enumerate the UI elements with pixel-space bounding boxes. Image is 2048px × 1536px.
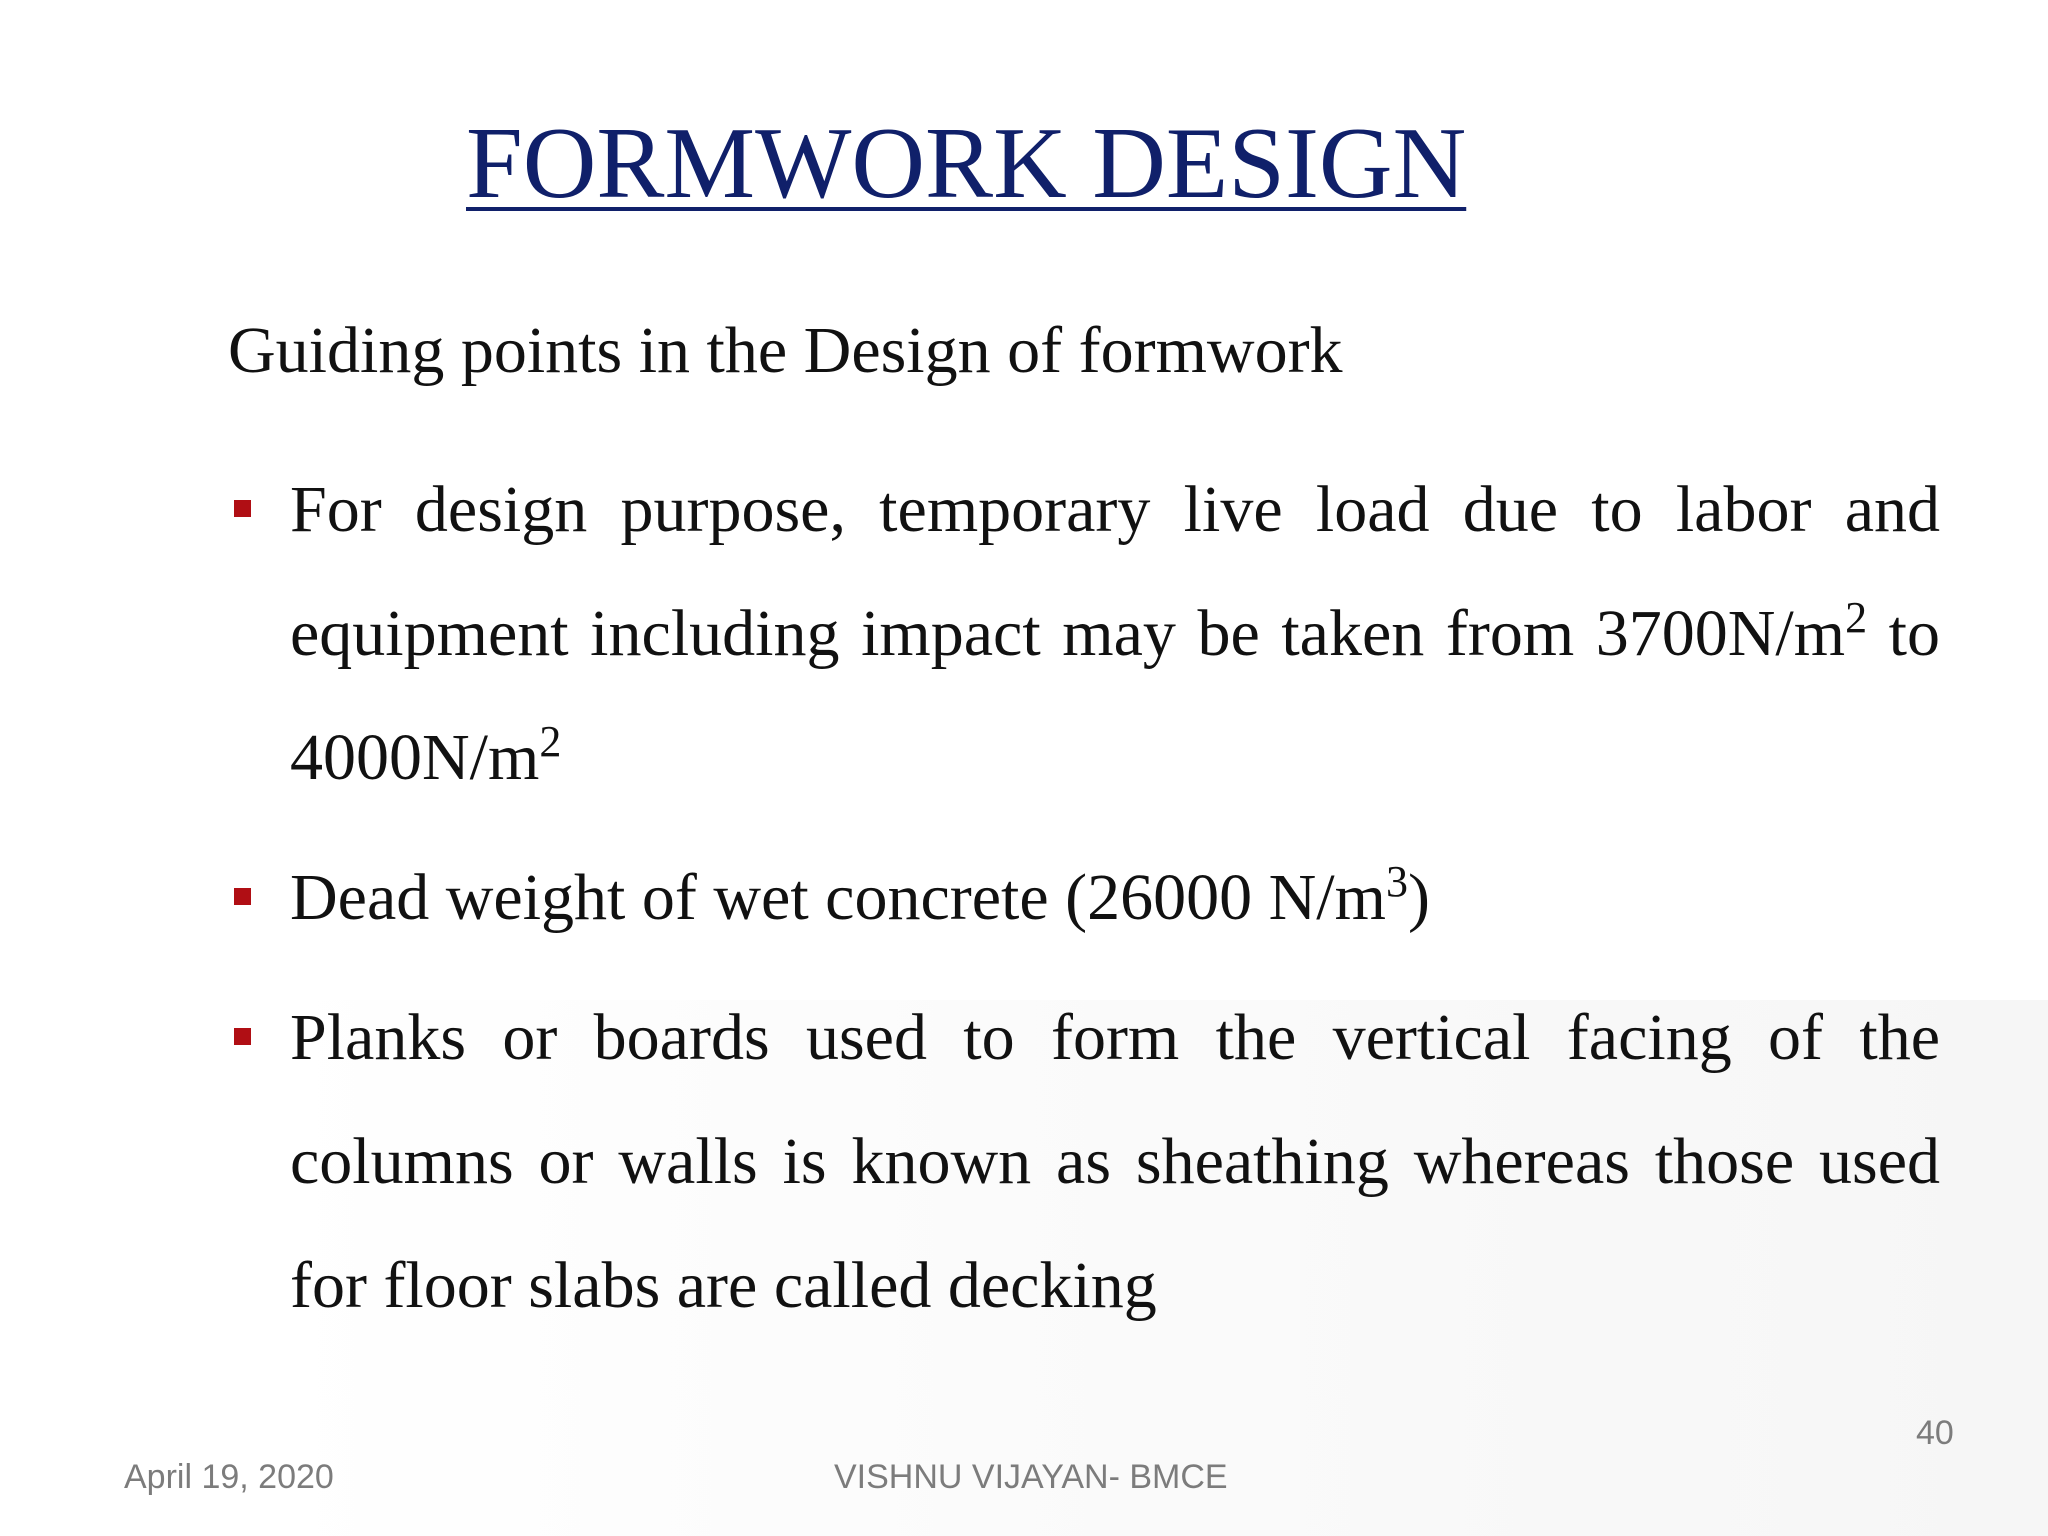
square-bullet-icon bbox=[234, 1028, 251, 1045]
bullet-item-dead-weight bbox=[228, 836, 1940, 960]
bullet-item-sheathing bbox=[228, 976, 1940, 1348]
footer-author: VISHNU VIJAYAN- BMCE bbox=[834, 1458, 1228, 1496]
bullet-text: Dead weight of wet concrete (26000 N/m bbox=[290, 861, 1386, 934]
intro-text: Guiding points in the Design of formwork bbox=[228, 314, 1343, 387]
bullet-text: ) bbox=[1407, 861, 1430, 934]
bullet-item-live-load bbox=[228, 448, 1940, 820]
superscript: 3 bbox=[1385, 857, 1408, 906]
bullet-list bbox=[228, 448, 1940, 1364]
slide-title: FORMWORK DESIGN bbox=[466, 107, 1467, 220]
square-bullet-icon bbox=[234, 500, 251, 517]
bullet-text: Planks or boards used to form the vertical facing of the columns or walls is known as sheathing whereas those used for floor slabs are called decking bbox=[290, 1001, 1940, 1322]
bullet-text: to 4000N/m bbox=[290, 597, 1940, 794]
footer-date: April 19, 2020 bbox=[124, 1458, 334, 1496]
bullet-text: For design purpose, temporary live load due to labor and equipment including impact may be taken from 3700N/m bbox=[290, 473, 1940, 670]
square-bullet-icon bbox=[234, 888, 251, 905]
page-number: 40 bbox=[1916, 1414, 1954, 1452]
superscript: 2 bbox=[1845, 593, 1868, 642]
superscript: 2 bbox=[539, 717, 562, 766]
